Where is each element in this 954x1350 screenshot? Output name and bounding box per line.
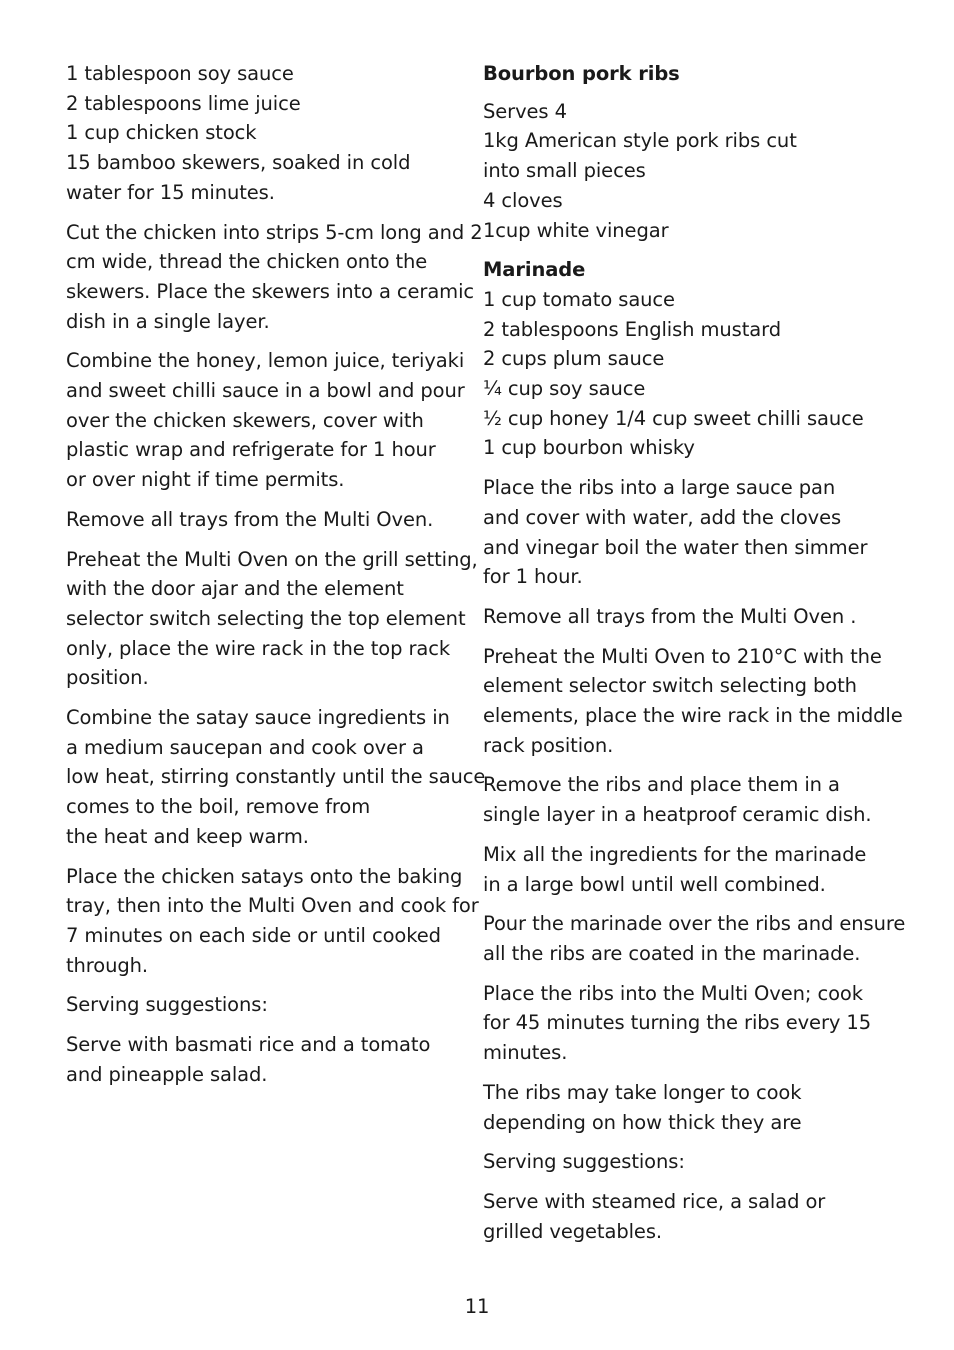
method-paragraph — [483, 979, 903, 1068]
text-line: Combine the satay sauce ingredients in — [66, 706, 450, 730]
text-line: Preheat the Multi Oven to 210°C with the — [483, 644, 882, 668]
marinade-heading: Marinade — [483, 258, 586, 282]
ingredient-line: Serves 4 — [483, 99, 567, 123]
method-paragraph — [483, 473, 903, 592]
text-line: Place the chicken satays onto the baking — [66, 864, 463, 888]
text-line: all the ribs are coated in the marinade. — [483, 941, 861, 965]
method-paragraph — [483, 840, 903, 899]
text-line: grilled vegetables. — [483, 1219, 662, 1243]
text-line: Remove the ribs and place them in a — [483, 773, 840, 797]
text-line: Pour the marinade over the ribs and ensure — [483, 912, 906, 936]
text-line: element selector switch selecting both — [483, 674, 857, 698]
ingredient-line: 4 cloves — [483, 188, 563, 212]
marinade-ingredients-list — [483, 285, 903, 463]
ingredient-line: ½ cup honey 1/4 cup sweet chilli sauce — [483, 406, 864, 430]
text-line: Serving suggestions: — [66, 993, 268, 1017]
text-line: single layer in a heatproof ceramic dish. — [483, 803, 872, 827]
text-line: plastic wrap and refrigerate for 1 hour — [66, 438, 436, 462]
method-paragraph — [483, 642, 903, 761]
text-line: skewers. Place the skewers into a ceramic — [66, 279, 475, 303]
serving-suggestions-label — [483, 1147, 903, 1177]
text-line: with the door ajar and the element — [66, 577, 404, 601]
text-line: Serving suggestions: — [483, 1150, 685, 1174]
text-line: and sweet chilli sauce in a bowl and pour — [66, 379, 465, 403]
text-line: Place the ribs into the Multi Oven; cook — [483, 981, 863, 1005]
text-line: in a large bowl until well combined. — [483, 872, 826, 896]
text-line: a medium saucepan and cook over a — [66, 735, 424, 759]
right-column — [483, 59, 906, 1256]
text-line: low heat, stirring constantly until the sauce — [66, 765, 486, 789]
ingredient-line: water for 15 minutes. — [66, 180, 275, 204]
method-paragraph — [483, 1078, 903, 1137]
ingredient-line: into small pieces — [483, 159, 646, 183]
method-paragraph — [483, 770, 903, 829]
text-line: The ribs may take longer to cook — [483, 1080, 802, 1104]
text-line: only, place the wire rack in the top rack — [66, 636, 451, 660]
ingredient-line: 1cup white vinegar — [483, 218, 669, 242]
method-paragraph — [483, 602, 903, 632]
text-line: for 1 hour. — [483, 565, 583, 589]
ingredient-line: 2 tablespoons English mustard — [483, 317, 781, 341]
text-line: elements, place the wire rack in the middle — [483, 704, 903, 728]
ribs-ingredients-list — [483, 97, 903, 246]
text-line: Combine the honey, lemon juice, teriyaki — [66, 349, 465, 373]
serving-suggestions-text — [483, 1187, 903, 1246]
text-line: over the chicken skewers, cover with — [66, 408, 424, 432]
text-line: Preheat the Multi Oven on the grill setting, — [66, 547, 478, 571]
ingredient-line: 1kg American style pork ribs cut — [483, 129, 797, 153]
left-column — [66, 59, 486, 1100]
text-line: Cut the chicken into strips 5-cm long and 2 — [66, 220, 483, 244]
text-line: Remove all trays from the Multi Oven . — [483, 604, 857, 628]
ingredient-line: 1 tablespoon soy sauce — [66, 62, 294, 85]
page-number: 11 — [464, 1295, 490, 1318]
text-line: selector switch selecting the top element — [66, 606, 466, 630]
recipe-title: Bourbon pork ribs — [483, 62, 680, 85]
text-line: Place the ribs into a large sauce pan — [483, 476, 836, 500]
method-paragraph — [66, 505, 476, 535]
text-line: for 45 minutes turning the ribs every 15 — [483, 1011, 872, 1035]
ingredient-line: 1 cup tomato sauce — [483, 287, 675, 311]
text-line: the heat and keep warm. — [66, 824, 309, 848]
ingredient-line: 15 bamboo skewers, soaked in cold — [66, 151, 411, 175]
method-paragraph — [66, 346, 476, 495]
text-line: or over night if time permits. — [66, 468, 345, 492]
text-line: cm wide, thread the chicken onto the — [66, 250, 428, 274]
method-paragraph — [483, 909, 906, 968]
method-paragraph — [66, 862, 479, 981]
text-line: and pineapple salad. — [66, 1062, 268, 1086]
text-line: and vinegar boil the water then simmer — [483, 535, 868, 559]
text-line: comes to the boil, remove from — [66, 795, 371, 819]
ingredient-line: 2 tablespoons lime juice — [66, 91, 301, 115]
text-line: Serve with basmati rice and a tomato — [66, 1033, 431, 1057]
ingredient-line: ¼ cup soy sauce — [483, 377, 646, 401]
serving-suggestions-label — [66, 990, 476, 1020]
method-paragraph — [66, 545, 476, 694]
text-line: tray, then into the Multi Oven and cook for — [66, 894, 479, 918]
method-paragraph — [66, 703, 486, 852]
text-line: dish in a single layer. — [66, 309, 270, 333]
text-line: depending on how thick they are — [483, 1110, 802, 1134]
text-line: Remove all trays from the Multi Oven. — [66, 507, 434, 531]
ingredient-line: 1 cup chicken stock — [66, 121, 257, 145]
text-line: Serve with steamed rice, a salad or — [483, 1189, 826, 1213]
text-line: rack position. — [483, 733, 614, 757]
ingredient-line: 1 cup bourbon whisky — [483, 436, 695, 460]
text-line: 7 minutes on each side or until cooked — [66, 923, 441, 947]
method-paragraph — [66, 218, 483, 337]
text-line: minutes. — [483, 1041, 568, 1065]
ingredient-line: 2 cups plum sauce — [483, 347, 665, 371]
text-line: and cover with water, add the cloves — [483, 505, 842, 529]
text-line: Mix all the ingredients for the marinade — [483, 842, 867, 866]
serving-suggestions-text — [66, 1030, 476, 1089]
text-line: through. — [66, 953, 149, 977]
text-line: position. — [66, 666, 149, 690]
chicken-ingredients-list — [66, 59, 476, 208]
